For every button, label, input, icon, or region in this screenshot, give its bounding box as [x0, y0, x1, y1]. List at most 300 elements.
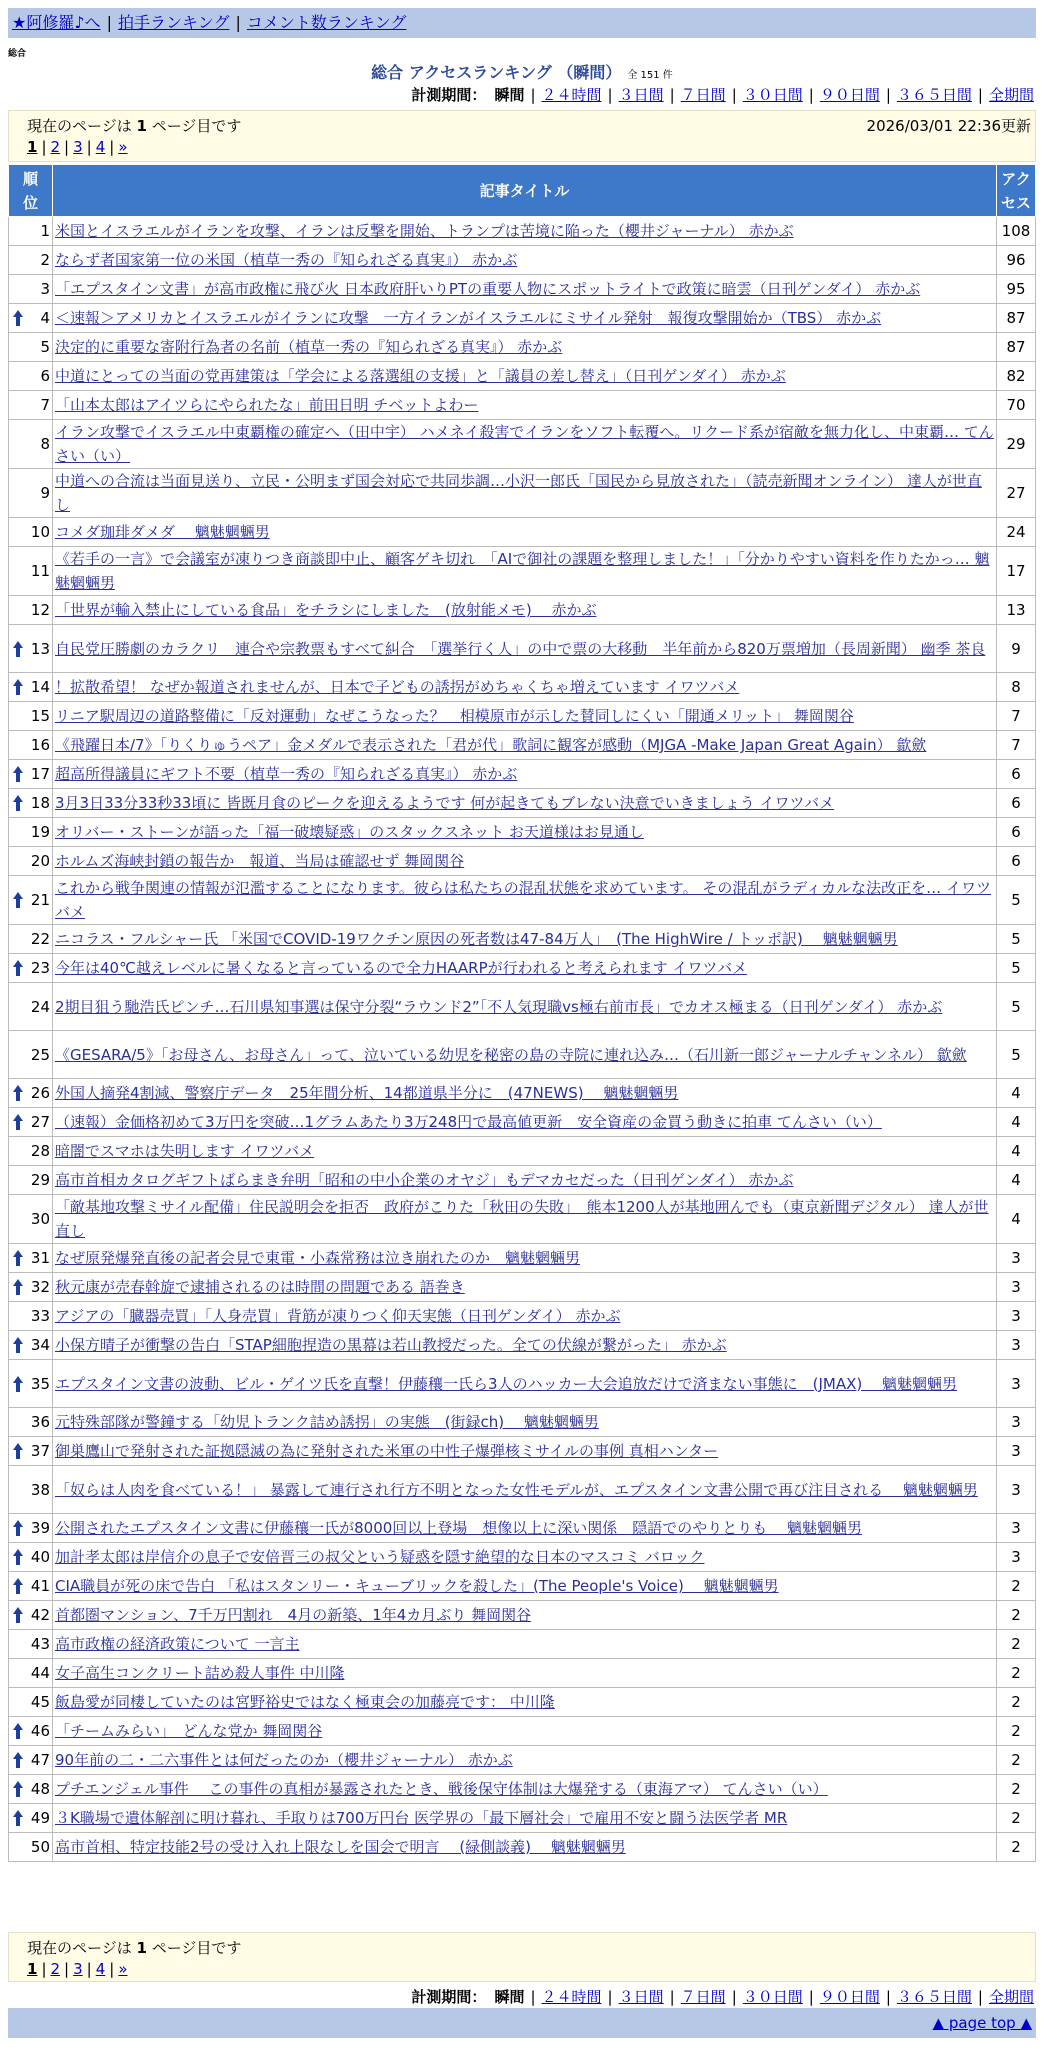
- rank-number: 3: [40, 280, 50, 298]
- title-cell: [53, 1543, 997, 1572]
- title-cell: [53, 420, 997, 469]
- rank-number: 13: [30, 639, 50, 658]
- table-row: [9, 1108, 1036, 1137]
- article-link[interactable]: 高市首相、特定技能2号の受け入れ上限なしを国会で明言 (緑側談義) 魑魅魍魎男: [55, 1838, 626, 1856]
- article-link[interactable]: エプスタイン文書の波動、ビル・ゲイツ氏を直撃！伊藤穰一氏ら3人のハッカー大会追放だけで済まない事態に (JMAX) 魑魅魍魎男: [55, 1374, 957, 1393]
- page-info-suffix: ページ目です: [146, 117, 242, 135]
- access-count: 9: [997, 625, 1036, 673]
- rank-cell: [9, 1572, 53, 1601]
- rank-number: 44: [30, 1664, 50, 1682]
- rank-number: 4: [40, 309, 50, 327]
- separator: |: [106, 13, 112, 32]
- table-row: [9, 1717, 1036, 1746]
- access-count: 5: [997, 1031, 1036, 1079]
- access-count: 2: [997, 1659, 1036, 1688]
- access-header: [997, 165, 1036, 217]
- page-info-suffix: ページ目です: [146, 1939, 242, 1957]
- period-current: 瞬間: [494, 86, 525, 104]
- period-link[interactable]: 全期間: [988, 1988, 1034, 2006]
- rank-up-arrow-icon: [13, 1250, 23, 1266]
- title-cell: [53, 1775, 997, 1804]
- page-info-prefix: 現在のページは: [27, 117, 137, 135]
- article-link[interactable]: 暗闇でスマホは失明します イワツバメ: [55, 1142, 315, 1160]
- page-info-box-top: [8, 110, 1036, 162]
- access-count: 3: [997, 1302, 1036, 1331]
- period-label: 計測期間：: [411, 86, 487, 104]
- rank-number: 8: [40, 435, 50, 453]
- rank-up-arrow-icon: [13, 1443, 23, 1459]
- rank-up-arrow-icon: [13, 1752, 23, 1768]
- table-row: [9, 1514, 1036, 1543]
- ranking-table: [8, 164, 1036, 1862]
- access-count: 29: [997, 420, 1036, 469]
- title-cell: [53, 847, 997, 876]
- title-cell: [53, 275, 997, 304]
- article-link[interactable]: 米国とイスラエルがイランを攻撃、イランは反撃を開始、トランプは苦境に陥った（櫻井ジャーナル） 赤かぶ: [55, 222, 794, 240]
- table-row: [9, 1408, 1036, 1437]
- article-link[interactable]: 秋元康が売春斡旋で逮捕されるのは時間の問題である 語巻き: [55, 1278, 465, 1296]
- rank-up-arrow-icon: [13, 1810, 23, 1826]
- access-count: 5: [997, 876, 1036, 925]
- title-cell: [53, 1659, 997, 1688]
- rank-up-arrow-icon: [13, 1549, 23, 1565]
- period-selector-bottom: 計測期間： 瞬間 | ２４時間 | ３日間 | ７日間 | ３０日間 | ９０日間 | ３６５日間 | 全期間: [411, 1988, 1034, 2006]
- rank-cell: [9, 1601, 53, 1630]
- rank-number: 11: [30, 562, 50, 580]
- title-cell: [53, 1466, 997, 1514]
- article-link[interactable]: 外国人摘発4割減、警察庁データ 25年間分析、14都道県半分に (47NEWS) 魑魅魍魎男: [55, 1084, 679, 1102]
- access-count: 3: [997, 1273, 1036, 1302]
- article-link[interactable]: ３K職場で遺体解剖に明け暮れ、手取りは700万円台 医学界の「最下層社会」で雇用不安と闘う法医学者 MR: [55, 1809, 788, 1827]
- rank-number: 33: [30, 1307, 50, 1325]
- table-row: [9, 983, 1036, 1031]
- rank-cell: [9, 304, 53, 333]
- rank-number: 35: [30, 1374, 50, 1393]
- rank-number: 40: [30, 1548, 50, 1566]
- title-cell: [53, 876, 997, 925]
- period-link[interactable]: ２４時間: [541, 1988, 602, 2006]
- article-link[interactable]: 首都圏マンション、7千万円割れ 4月の新築、1年4カ月ぶり 舞岡関谷: [55, 1606, 532, 1624]
- page-info-prefix: 現在のページは: [27, 1939, 137, 1957]
- table-row: [9, 1273, 1036, 1302]
- title-cell: [53, 217, 997, 246]
- rank-cell: [9, 983, 53, 1031]
- article-link[interactable]: オリバー・ストーンが語った「福一破壊疑惑」のスタックスネット お天道様はお見通し: [55, 823, 644, 841]
- title-cell: [53, 1833, 997, 1862]
- rank-up-arrow-icon: [13, 1279, 23, 1295]
- access-count: 3: [997, 1408, 1036, 1437]
- article-link[interactable]: 2期目狙う馳浩氏ピンチ…石川県知事選は保守分裂“ラウンド2”「不人気現職vs極右前市長」でカオス極まる（日刊ゲンダイ） 赤かぶ: [55, 997, 943, 1016]
- rank-up-arrow-icon: [13, 1376, 23, 1392]
- rank-cell: [9, 925, 53, 954]
- access-count: 24: [997, 518, 1036, 547]
- access-count: 2: [997, 1833, 1036, 1862]
- rank-cell: [9, 1166, 53, 1195]
- article-link[interactable]: 元特殊部隊が警鐘する「幼児トランク詰め誘拐」の実態 (街録ch) 魑魅魍魎男: [55, 1413, 599, 1431]
- article-link[interactable]: 中道にとっての当面の党再建策は「学会による落選組の支援」と「議員の差し替え」（日刊ゲンダイ） 赤かぶ: [55, 367, 786, 385]
- title-cell: [53, 333, 997, 362]
- article-link[interactable]: 小保方晴子が衝撃の告白「STAP細胞捏造の黒幕は若山教授だった。全ての伏線が繋がった」 赤かぶ: [55, 1336, 727, 1354]
- article-link[interactable]: これから戦争関連の情報が氾濫することになります。彼らは私たちの混乱状態を求めています。 その混乱がラディカルな法改正を… イワツバメ: [55, 879, 991, 921]
- access-count: 3: [997, 1244, 1036, 1273]
- rank-cell: [9, 818, 53, 847]
- title-cell: [53, 304, 997, 333]
- title-cell: [53, 1408, 997, 1437]
- pager-next-link[interactable]: »: [118, 138, 128, 156]
- rank-number: 32: [30, 1278, 50, 1296]
- title-cell: [53, 1746, 997, 1775]
- title-cell: [53, 1514, 997, 1543]
- comment-ranking-link[interactable]: コメント数ランキング: [246, 13, 407, 32]
- article-link[interactable]: 「奴らは人肉を食べている！」 暴露して連行され行方不明となった女性モデルが、エプスタイン文書公開で再び注目される 魑魅魍魎男: [55, 1480, 978, 1499]
- access-count: 4: [997, 1137, 1036, 1166]
- page-top-link[interactable]: ▲ page top ▲: [932, 2014, 1032, 2032]
- rank-number: 24: [30, 997, 50, 1016]
- title-cell: [53, 518, 997, 547]
- title-cell: [53, 1244, 997, 1273]
- article-link[interactable]: 今年は40℃越えレベルに暑くなると言っているので全力HAARPが行われると考えられます イワツバメ: [55, 959, 748, 977]
- rank-cell: [9, 954, 53, 983]
- rank-number: 20: [30, 852, 50, 870]
- pager-link[interactable]: 3: [73, 1960, 83, 1978]
- article-link[interactable]: ホルムズ海峡封鎖の報告か 報道、当局は確認せず 舞岡関谷: [55, 852, 465, 870]
- table-row: [9, 304, 1036, 333]
- article-link[interactable]: 「敵基地攻撃ミサイル配備」住民説明会を拒否 政府がこりた「秋田の失敗」 熊本1200人が基地囲んでも（東京新聞デジタル） 達人が世直し: [55, 1198, 989, 1240]
- table-row: [9, 1079, 1036, 1108]
- table-row: [9, 702, 1036, 731]
- article-link[interactable]: ならず者国家第一位の米国（植草一秀の『知られざる真実』） 赤かぶ: [55, 251, 518, 269]
- rank-cell: [9, 596, 53, 625]
- rank-number: 49: [30, 1809, 50, 1827]
- article-link[interactable]: ニコラス・フルシャー氏 「米国でCOVID-19ワクチン原因の死者数は47-84万人」 (The HighWire / トッポ訳) 魑魅魍魎男: [55, 930, 898, 948]
- table-row: [9, 818, 1036, 847]
- article-link[interactable]: 「エプスタイン文書」が高市政権に飛び火 日本政府肝いりPTの重要人物にスポットライトで政策に暗雲（日刊ゲンダイ） 赤かぶ: [55, 280, 921, 298]
- access-count: 3: [997, 1331, 1036, 1360]
- period-link[interactable]: ７日間: [680, 86, 726, 104]
- rank-up-arrow-icon: [13, 1781, 23, 1797]
- table-row: [9, 420, 1036, 469]
- table-row: [9, 1302, 1036, 1331]
- table-row: [9, 731, 1036, 760]
- rank-cell: [9, 789, 53, 818]
- article-link[interactable]: 「山本太郎はアイツらにやられたな」前田日明 チベットよわー: [55, 396, 479, 414]
- rank-number: 31: [30, 1249, 50, 1267]
- article-link[interactable]: 《飛躍日本/7》「りくりゅうペア」金メダルで表示された「君が代」歌詞に観客が感動（MJGA -Make Japan Great Again） 歙歛: [55, 736, 927, 754]
- table-row: [9, 1466, 1036, 1514]
- article-link[interactable]: 自民党圧勝劇のカラクリ 連合や宗教票もすべて糾合 「選挙行く人」の中で票の大移動 半年前から820万票増加（長周新聞） 幽季 茶良: [55, 639, 986, 658]
- article-link[interactable]: 公開されたエプスタイン文書に伊藤穰一氏が8000回以上登場 想像以上に深い関係 隠語でのやりとりも 魑魅魍魎男: [55, 1519, 863, 1537]
- rank-number: 23: [30, 959, 50, 977]
- article-link[interactable]: プチエンジェル事件 この事件の真相が暴露されたとき、戦後保守体制は大爆発する（東海アマ） てんさい（い）: [55, 1780, 828, 1798]
- access-count: 2: [997, 1717, 1036, 1746]
- article-link[interactable]: 《若手の一言》で会議室が凍りつき商談即中止、顧客ゲキ切れ 「AIで御社の課題を整理しました！」「分かりやすい資料を作りたかっ… 魑魅魍魎男: [55, 550, 990, 592]
- article-link[interactable]: 中道への合流は当面見送り、立民・公明まず国会対応で共同歩調…小沢一郎氏「国民から見放された」（読売新聞オンライン） 達人が世直し: [55, 472, 982, 514]
- rank-up-arrow-icon: [13, 1337, 23, 1353]
- rank-number: 48: [30, 1780, 50, 1798]
- rank-number: 21: [30, 891, 50, 909]
- table-row: [9, 547, 1036, 596]
- access-count: 3: [997, 1543, 1036, 1572]
- article-link[interactable]: 《GESARA/5》「お母さん、お母さん」って、泣いている幼児を秘密の島の寺院に連れ込み…（石川新一郎ジャーナルチャンネル） 歙歛: [55, 1045, 967, 1064]
- top-nav-bar: [8, 8, 1036, 38]
- page-info: [27, 115, 241, 136]
- access-count: 6: [997, 847, 1036, 876]
- table-row: [9, 596, 1036, 625]
- article-link[interactable]: （速報）金価格初めて3万円を突破…1グラムあたり3万248円で最高値更新 安全資産の金買う動きに拍車 てんさい（い）: [55, 1113, 882, 1131]
- access-count: 87: [997, 333, 1036, 362]
- rank-number: 38: [30, 1480, 50, 1499]
- rank-cell: [9, 1775, 53, 1804]
- access-count: 6: [997, 789, 1036, 818]
- pager-link[interactable]: 3: [73, 138, 83, 156]
- access-count: 8: [997, 673, 1036, 702]
- rank-cell: [9, 1746, 53, 1775]
- article-link[interactable]: 加計孝太郎は岸信介の息子で安倍晋三の叔父という疑惑を隠す絶望的な日本のマスコミ バロック: [55, 1548, 705, 1566]
- rank-cell: [9, 702, 53, 731]
- rank-number: 39: [30, 1519, 50, 1537]
- article-link[interactable]: 90年前の二・二六事件とは何だったのか（櫻井ジャーナル） 赤かぶ: [55, 1751, 513, 1769]
- pager-link[interactable]: 2: [50, 138, 61, 156]
- page-info-box-bottom: [8, 1932, 1036, 1982]
- article-link[interactable]: 女子高生コンクリート詰め殺人事件 中川隆: [55, 1664, 345, 1682]
- title-cell: [53, 1031, 997, 1079]
- article-link[interactable]: 「チームみらい」 どんな党か 舞岡関谷: [55, 1722, 323, 1740]
- rank-number: 41: [30, 1577, 50, 1595]
- table-row: [9, 1195, 1036, 1244]
- period-link[interactable]: ３０日間: [742, 1988, 803, 2006]
- title-cell: [53, 1437, 997, 1466]
- title-cell: [53, 789, 997, 818]
- rank-number: 5: [40, 338, 50, 356]
- period-link[interactable]: ７日間: [680, 1988, 726, 2006]
- article-link[interactable]: アジアの「臓器売買」「人身売買」背筋が凍りつく仰天実態（日刊ゲンダイ） 赤かぶ: [55, 1307, 621, 1325]
- rank-up-arrow-icon: [13, 766, 23, 782]
- rank-number: 22: [30, 930, 50, 948]
- table-row: [9, 518, 1036, 547]
- title-cell: [53, 731, 997, 760]
- access-count: 4: [997, 1166, 1036, 1195]
- access-count: 3: [997, 1514, 1036, 1543]
- period-link[interactable]: 全期間: [988, 86, 1034, 104]
- title-cell: [53, 596, 997, 625]
- article-link[interactable]: 「世界が輸入禁止にしている食品」をチラシにしました (放射能メモ) 赤かぶ: [55, 601, 597, 619]
- table-row: [9, 1659, 1036, 1688]
- table-row: [9, 789, 1036, 818]
- access-count: 5: [997, 925, 1036, 954]
- pager: 1 | 2 | 3 | 4 | »: [27, 138, 128, 156]
- pager-link[interactable]: 2: [50, 1960, 61, 1978]
- title-cell: [53, 1688, 997, 1717]
- rank-header: [9, 165, 53, 217]
- table-row: [9, 1572, 1036, 1601]
- rank-number: 18: [30, 794, 50, 812]
- access-count: 4: [997, 1108, 1036, 1137]
- rank-number: 1: [40, 222, 50, 240]
- rank-number: 43: [30, 1635, 50, 1653]
- rank-number: 36: [30, 1413, 50, 1431]
- article-link[interactable]: イラン攻撃でイスラエル中東覇権の確定へ（田中宇） ハメネイ殺害でイランをソフト転覆へ。リクード系が宿敵を無力化し、中東覇… てんさい（い）: [55, 423, 994, 465]
- rank-up-arrow-icon: [13, 1114, 23, 1130]
- rank-cell: [9, 1514, 53, 1543]
- access-count: 2: [997, 1746, 1036, 1775]
- rank-cell: [9, 1244, 53, 1273]
- rank-number: 12: [30, 601, 50, 619]
- table-row: [9, 876, 1036, 925]
- section-label: 総合: [8, 49, 27, 59]
- title-cell: [53, 1804, 997, 1833]
- access-count: 6: [997, 818, 1036, 847]
- title-cell: [53, 1360, 997, 1408]
- table-row: [9, 1630, 1036, 1659]
- title-cell: [53, 1137, 997, 1166]
- article-link[interactable]: 超高所得議員にギフト不要（植草一秀の『知られざる真実』） 赤かぶ: [55, 765, 518, 783]
- rank-cell: [9, 1630, 53, 1659]
- article-link[interactable]: コメダ珈琲ダメダ 魑魅魍魎男: [55, 523, 270, 541]
- title-cell: [53, 1717, 997, 1746]
- table-row: [9, 1437, 1036, 1466]
- title-cell: [53, 818, 997, 847]
- title-cell: [53, 673, 997, 702]
- title-cell: [53, 1572, 997, 1601]
- rank-number: 28: [30, 1142, 50, 1160]
- period-link[interactable]: ２４時間: [541, 86, 602, 104]
- access-count: 7: [997, 702, 1036, 731]
- period-link[interactable]: ３６５日間: [896, 86, 972, 104]
- updated-timestamp: 2026/03/01 22:36更新: [866, 117, 1031, 135]
- rank-number: 46: [30, 1722, 50, 1740]
- table-row: [9, 954, 1036, 983]
- home-link[interactable]: ★阿修羅♪へ: [12, 13, 101, 32]
- table-row: [9, 1331, 1036, 1360]
- period-link[interactable]: ３０日間: [742, 86, 803, 104]
- rank-number: 45: [30, 1693, 50, 1711]
- article-link[interactable]: ！拡散希望！ なぜか報道されませんが、日本で子どもの誘拐がめちゃくちゃ増えています イワツバメ: [55, 678, 740, 696]
- rank-number: 2: [40, 251, 50, 269]
- access-count: 4: [997, 1195, 1036, 1244]
- article-link[interactable]: ＜速報＞アメリカとイスラエルがイランに攻撃 一方イランがイスラエルにミサイル発射 報復攻撃開始か（TBS） 赤かぶ: [55, 309, 882, 327]
- rank-number: 17: [30, 765, 50, 783]
- rank-number: 6: [40, 367, 50, 385]
- article-link[interactable]: 高市政権の経済政策について 一言主: [55, 1635, 300, 1653]
- rank-cell: [9, 333, 53, 362]
- article-link[interactable]: 3月3日33分33秒33頃に 皆既月食のピークを迎えるようです 何が起きてもブレない決意でいきましょう イワツバメ: [55, 794, 835, 812]
- rank-up-arrow-icon: [13, 960, 23, 976]
- article-link[interactable]: 飯島愛が同棲していたのは宮野裕史ではなく極東会の加藤亮です： 中川隆: [55, 1693, 555, 1711]
- rank-number: 29: [30, 1171, 50, 1189]
- rank-cell: [9, 1137, 53, 1166]
- rank-cell: [9, 1273, 53, 1302]
- rank-up-arrow-icon: [13, 641, 23, 657]
- title-cell: [53, 760, 997, 789]
- title-cell: [53, 391, 997, 420]
- access-count: 2: [997, 1601, 1036, 1630]
- rank-cell: [9, 1466, 53, 1514]
- table-row: [9, 1166, 1036, 1195]
- rank-number: 15: [30, 707, 50, 725]
- rank-number: 42: [30, 1606, 50, 1624]
- rank-number: 14: [30, 678, 50, 696]
- rank-cell: [9, 847, 53, 876]
- access-count: 5: [997, 983, 1036, 1031]
- access-count: 5: [997, 954, 1036, 983]
- access-count: 3: [997, 1437, 1036, 1466]
- table-row: [9, 1543, 1036, 1572]
- rank-cell: [9, 1302, 53, 1331]
- rank-cell: [9, 1360, 53, 1408]
- pager-link[interactable]: 4: [95, 138, 106, 156]
- pager-link[interactable]: 4: [95, 1960, 106, 1978]
- access-count: 82: [997, 362, 1036, 391]
- rank-number: 16: [30, 736, 50, 754]
- table-row: [9, 469, 1036, 518]
- table-row: [9, 847, 1036, 876]
- table-row: [9, 1746, 1036, 1775]
- clap-ranking-link[interactable]: 拍手ランキング: [117, 13, 230, 32]
- table-row: [9, 1601, 1036, 1630]
- rank-cell: [9, 217, 53, 246]
- rank-number: 27: [30, 1113, 50, 1131]
- article-link[interactable]: 決定的に重要な寄附行為者の名前（植草一秀の『知られざる真実』） 赤かぶ: [55, 338, 563, 356]
- table-row: [9, 1137, 1036, 1166]
- page-title: [0, 60, 1044, 83]
- rank-cell: [9, 1408, 53, 1437]
- rank-up-arrow-icon: [13, 1085, 23, 1101]
- title-cell: [53, 469, 997, 518]
- rank-cell: [9, 1195, 53, 1244]
- table-row: [9, 391, 1036, 420]
- page-info-current: 1: [136, 1939, 147, 1957]
- rank-cell: [9, 1717, 53, 1746]
- table-row: [9, 362, 1036, 391]
- title-cell: [53, 1630, 997, 1659]
- article-link[interactable]: リニア駅周辺の道路整備に「反対運動」なぜこうなった？ 相模原市が示した賛同しにくい「開通メリット」 舞岡関谷: [55, 707, 854, 725]
- table-row: [9, 1360, 1036, 1408]
- access-count: 95: [997, 275, 1036, 304]
- title-cell: [53, 1331, 997, 1360]
- rank-cell: [9, 673, 53, 702]
- rank-cell: [9, 731, 53, 760]
- article-link[interactable]: なぜ原発爆発直後の記者会見で東電・小森常務は泣き崩れたのか 魑魅魍魎男: [55, 1249, 581, 1267]
- rank-cell: [9, 518, 53, 547]
- article-link[interactable]: 御巣鷹山で発射された証拠隠滅の為に発射された米軍の中性子爆弾核ミサイルの事例 真相ハンター: [55, 1442, 719, 1460]
- rank-up-arrow-icon: [13, 310, 23, 326]
- pager: 1 | 2 | 3 | 4 | »: [27, 1960, 128, 1978]
- access-count: 7: [997, 731, 1036, 760]
- table-row: [9, 333, 1036, 362]
- separator: |: [235, 13, 241, 32]
- table-row: [9, 1775, 1036, 1804]
- period-link[interactable]: ９０日間: [819, 1988, 880, 2006]
- access-count: 96: [997, 246, 1036, 275]
- period-link[interactable]: ３日間: [618, 86, 664, 104]
- rank-cell: [9, 1031, 53, 1079]
- period-link[interactable]: ９０日間: [819, 86, 880, 104]
- access-count: 27: [997, 469, 1036, 518]
- rank-cell: [9, 1543, 53, 1572]
- table-row: [9, 217, 1036, 246]
- period-current: 瞬間: [494, 1988, 525, 2006]
- title-cell: [53, 1302, 997, 1331]
- rank-number: 10: [30, 523, 50, 541]
- period-link[interactable]: ３日間: [618, 1988, 664, 2006]
- article-link[interactable]: 高市首相カタログギフトばらまき弁明「昭和の中小企業のオヤジ」もデマカセだった（日刊ゲンダイ） 赤かぶ: [55, 1171, 794, 1189]
- period-link[interactable]: ３６５日間: [896, 1988, 972, 2006]
- access-header-text: アクセス: [1000, 169, 1031, 212]
- rank-number: 26: [30, 1084, 50, 1102]
- pager-next-link[interactable]: »: [118, 1960, 128, 1978]
- article-link[interactable]: CIA職員が死の床で告白 「私はスタンリー・キューブリックを殺した」(The People's Voice) 魑魅魍魎男: [55, 1577, 779, 1595]
- rank-cell: [9, 246, 53, 275]
